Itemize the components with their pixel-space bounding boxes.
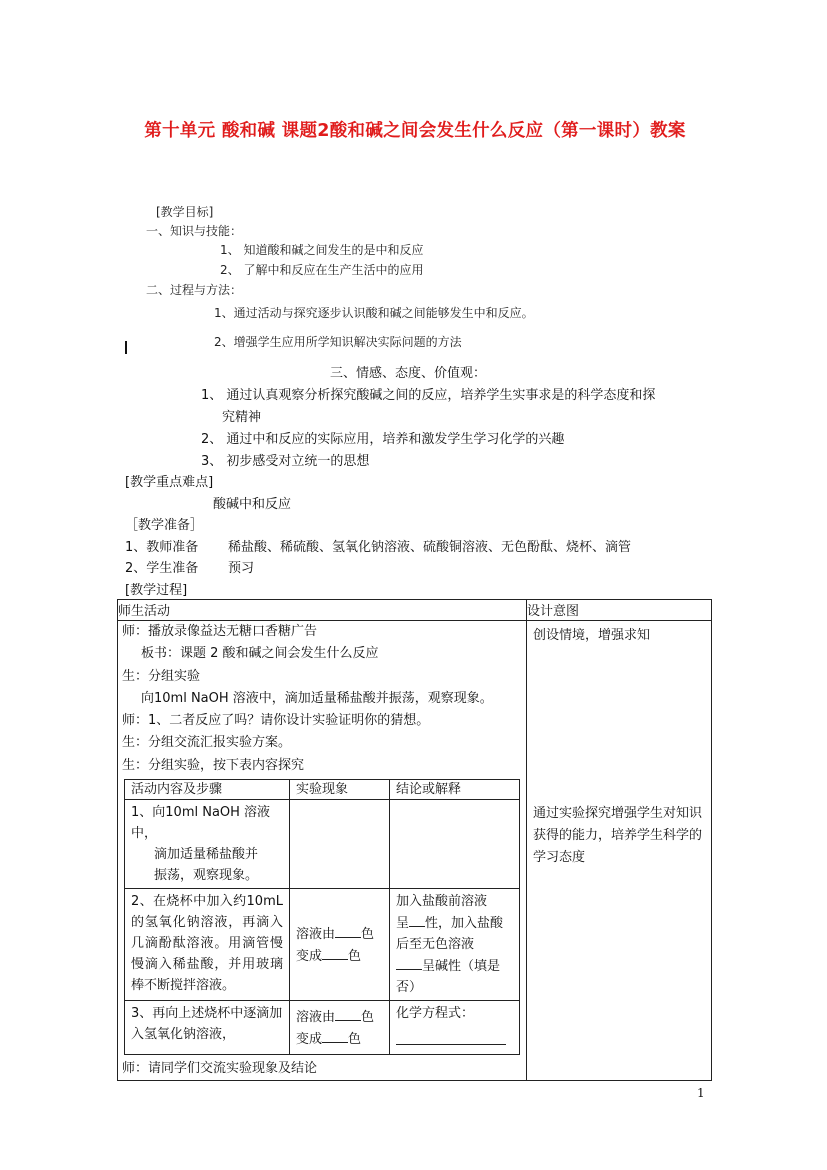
exp-step-1 (125, 800, 290, 889)
phrase: 色 (361, 926, 375, 942)
equation-label: 化学方程式： (396, 1006, 475, 1022)
conclusion-line (396, 955, 513, 977)
experiment-table (124, 779, 520, 1055)
phrase: 色 (348, 948, 362, 964)
student-prep-items: 预习 (228, 561, 255, 576)
fill-blank[interactable] (335, 1006, 361, 1021)
conclusion-line (396, 912, 513, 934)
exp-phenomenon-2-line2 (296, 945, 383, 967)
exp-header-steps: 活动内容及步骤 (125, 780, 290, 800)
phrase: 呈 (396, 916, 410, 932)
objectives-sec3: 三、情感、态度、价值观： (330, 366, 487, 381)
phrase: 色 (348, 1031, 362, 1047)
experiment-row (125, 889, 520, 1001)
exp-header-conclusion: 结论或解释 (390, 780, 520, 800)
phrase: 色 (361, 1009, 375, 1025)
conclusion-line: 后至无色溶液 (396, 937, 475, 953)
key-points-heading: [教学重点难点] (125, 475, 214, 490)
objectives-sec3-item3: 3、 初步感受对立统一的思想 (201, 454, 370, 469)
process-heading: [教学过程] (125, 583, 188, 598)
phrase: 呈碱性（填是 (422, 959, 501, 975)
objectives-sec1-item2: 2、 了解中和反应在生产生活中的应用 (220, 263, 424, 277)
activity-line: 板书：课题 2 酸和碱之间会发生什么反应 (141, 646, 379, 662)
activities-cell (118, 621, 527, 1081)
exp-phenomenon-3 (290, 1001, 390, 1055)
exp-conclusion-1 (390, 800, 520, 889)
fill-blank[interactable] (322, 1028, 348, 1043)
phrase: 变成 (296, 948, 323, 964)
exp-step-1-line: 1、向10ml NaOH 溶液中， (131, 805, 271, 842)
phrase: 溶液由 (296, 1009, 336, 1025)
activity-line: 生：分组实验 (122, 668, 201, 684)
objectives-sec3-item1-cont: 究精神 (222, 410, 262, 425)
exp-phenomenon-3-line2 (296, 1028, 383, 1050)
col-activities-header: 师生活动 (118, 600, 527, 621)
objectives-sec2-item2: 2、增强学生应用所学知识解决实际问题的方法 (214, 335, 462, 349)
fill-blank[interactable] (396, 955, 422, 970)
equation-blank[interactable] (396, 1030, 506, 1045)
objectives-sec2-item1: 1、通过活动与探究逐步认识酸和碱之间能够发生中和反应。 (214, 306, 534, 320)
exp-step-1-line: 滴加适量稀盐酸并 (154, 847, 259, 863)
phrase: 性，加入盐酸 (425, 916, 504, 932)
objectives-heading: [教学目标] (156, 205, 214, 219)
page-number: 1 (697, 1086, 705, 1100)
conclusion-line: 否） (396, 980, 423, 996)
objectives-sec2: 二、过程与方法： (146, 283, 243, 297)
objectives-sec3-item2: 2、 通过中和反应的实际应用，培养和激发学生学习化学的兴趣 (201, 432, 565, 447)
col-intent-header: 设计意图 (527, 600, 712, 621)
activity-line: 生：分组实验，按下表内容探究 (122, 757, 305, 773)
objectives-sec1: 一、知识与技能： (146, 224, 243, 238)
exp-step-3: 3、再向上述烧杯中逐滴加入氢氧化钠溶液， (125, 1001, 290, 1055)
activity-line: 生：分组交流汇报实验方案。 (122, 735, 292, 751)
exp-conclusion-3 (390, 1001, 520, 1055)
exp-conclusion-2 (390, 889, 520, 1001)
activity-line: 师：播放录像益达无糖口香糖广告 (122, 624, 318, 639)
process-table-body (118, 621, 712, 1081)
fill-blank[interactable] (335, 923, 361, 938)
exp-phenomenon-2 (290, 889, 390, 1001)
exp-phenomenon-3-line1 (296, 1006, 383, 1028)
conclusion-line: 加入盐酸前溶液 (396, 894, 488, 910)
experiment-row (125, 800, 520, 889)
phrase: 变成 (296, 1031, 323, 1047)
experiment-row (125, 1001, 520, 1055)
activity-line: 向10ml NaOH 溶液中，滴加适量稀盐酸并振荡，观察现象。 (141, 690, 493, 706)
process-table-header (118, 600, 712, 621)
text-cursor (125, 341, 127, 354)
experiment-table-header (125, 780, 520, 800)
preparation-heading: ［教学准备］ (125, 518, 204, 533)
exp-header-phenomenon: 实验现象 (290, 780, 390, 800)
activity-line: 师：1、二者反应了吗？请你设计实验证明你的猜想。 (122, 713, 430, 729)
teacher-prep-items: 稀盐酸、稀硫酸、氢氧化钠溶液、硫酸铜溶液、无色酚酞、烧杯、滴管 (228, 540, 632, 555)
exp-phenomenon-2-line1 (296, 923, 383, 945)
fill-blank[interactable] (322, 945, 348, 960)
fill-blank[interactable] (409, 912, 425, 927)
student-prep-label: 2、学生准备 (125, 561, 199, 576)
objectives-sec1-item1: 1、 知道酸和碱之间发生的是中和反应 (220, 243, 424, 257)
intent-note-2: 通过实验探究增强学生对知识获得的能力，培养学生科学的学习态度 (533, 806, 703, 865)
exp-step-2: 2、在烧杯中加入约10mL的氢氧化钠溶液，再滴入几滴酚酞溶液。用滴管慢慢滴入稀盐酸，并用玻璃棒不断搅拌溶液。 (125, 889, 290, 1001)
activity-line-last: 师：请同学们交流实验现象及结论 (122, 1061, 318, 1077)
key-points-content: 酸碱中和反应 (213, 497, 292, 512)
objectives-sec3-item1: 1、 通过认真观察分析探究酸碱之间的反应，培养学生实事求是的科学态度和探 (201, 388, 656, 403)
document-title: 第十单元 酸和碱 课题2酸和碱之间会发生什么反应（第一课时）教案 (144, 121, 686, 141)
intent-cell (527, 621, 712, 1081)
teacher-prep-label: 1、教师准备 (125, 540, 199, 555)
exp-phenomenon-1 (290, 800, 390, 889)
intent-note-1: 创设情境，增强求知 (533, 628, 651, 643)
exp-step-1-line: 振荡，观察现象。 (154, 868, 259, 884)
phrase: 溶液由 (296, 926, 336, 942)
process-table (117, 599, 712, 1081)
